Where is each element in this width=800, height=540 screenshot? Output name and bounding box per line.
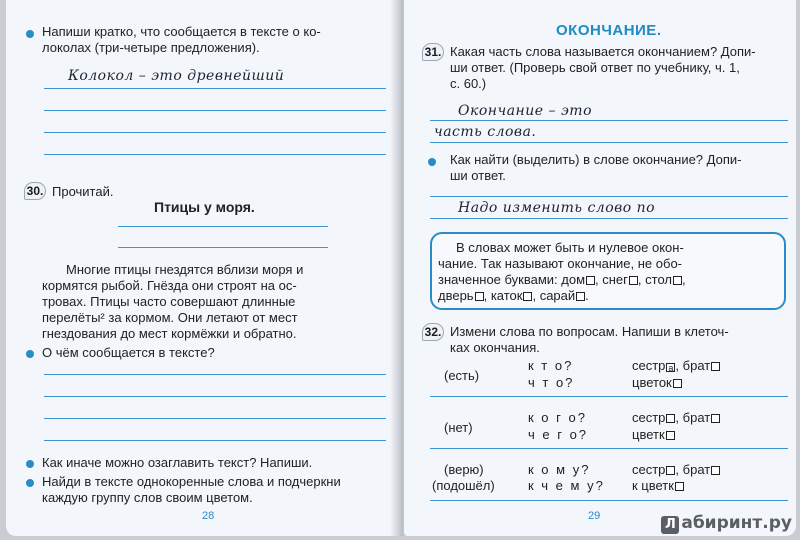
q4-line2: каждую группу слов своим цветом. [42,490,253,505]
exercise-31-number: 31. [422,43,444,61]
row-word: сестр а , брат [632,358,720,374]
answer-line [430,396,788,397]
bullet-icon [26,350,34,358]
handwritten-answer: Окончание – это [458,103,593,119]
info-line: значенное буквами: дом , снег , стол , [438,272,686,287]
ex32-line1: Измени слова по вопросам. Напиши в клеточ- [450,324,729,339]
row-word: к цветк [632,478,684,494]
story-line: тровах. Птицы часто совершают длинные [42,294,296,309]
info-line: дверь , каток , сарай . [438,288,589,303]
bullet-icon [26,460,34,468]
q4-line1: Найди в тексте однокоренные слова и подчеркни [42,474,341,489]
answer-line [44,132,386,133]
row-verb: (нет) [444,420,473,435]
row-question: к т о? [528,358,574,373]
story-line: гнездования до мест кормёжки и обратно. [42,326,297,341]
story-title: Птицы у моря. [154,199,255,215]
answer-line [430,120,788,121]
left-page [6,0,396,536]
bullet-icon [26,30,34,38]
textbook-spread [6,0,796,536]
section-heading: ОКОНЧАНИЕ. [556,22,662,39]
q2-text: О чём сообщается в тексте? [42,345,215,360]
row-word: цветк [632,427,675,443]
ex31-line1: Какая часть слова называется окончанием? Допи- [450,44,756,59]
answer-line [44,110,386,111]
bullet-icon [26,479,34,487]
ex32-line2: ках окончания. [450,340,540,355]
q2-line2: ши ответ. [450,168,506,183]
row-verb: (верю) [444,462,484,477]
info-box [430,232,786,310]
story-line: кормятся рыбой. Гнёзда они строят на ос- [42,278,297,293]
row-question: к ч е м у? [528,478,605,493]
answer-line [44,396,386,397]
ex31-line2: ши ответ. (Проверь свой ответ по учебнику, ч. 1, [450,60,740,75]
answer-line [44,88,386,89]
answer-line [44,418,386,419]
q1-line2: локолах (три-четыре предложения). [42,40,260,55]
answer-line [430,196,788,197]
row-word: сестр , брат [632,462,720,478]
answer-line [430,448,788,449]
ex30-instruction: Прочитай. [52,184,114,199]
story-line: перелёты² за кормом. Они летают от мест [42,310,298,325]
answer-line [430,500,788,501]
story-line: Многие птицы гнездятся вблизи моря и [66,262,304,277]
q2-line1: Как найти (выделить) в слове окончание? Допи- [450,152,742,167]
row-question: ч е г о? [528,427,589,442]
exercise-30-number: 30. [24,182,46,200]
handwritten-answer: Колокол – это древнейший [68,68,285,84]
right-page [404,0,796,536]
row-word: сестр , брат [632,410,720,426]
bullet-icon [428,158,436,166]
title-line [118,247,328,248]
row-verb: (есть) [444,368,480,383]
info-line: В словах может быть и нулевое окон- [456,240,684,255]
row-verb: (подошёл) [432,478,495,493]
info-line: чание. Так называют окончание, не обо- [438,256,682,271]
row-question: к о м у? [528,462,591,477]
row-question: к о г о? [528,410,587,425]
watermark-logo: Л абиринт.ру [661,513,792,534]
q1-line1: Напиши кратко, что сообщается в тексте о ко- [42,24,321,39]
page-number: 28 [202,510,215,522]
answer-line [44,440,386,441]
row-word: цветок [632,375,682,391]
row-question: ч т о? [528,375,575,390]
page-number: 29 [588,510,601,522]
answer-line [430,142,788,143]
title-line [118,226,328,227]
exercise-32-number: 32. [422,323,444,341]
answer-line [44,154,386,155]
answer-line [430,218,788,219]
ex31-line3: с. 60.) [450,76,487,91]
handwritten-answer: часть слова. [434,124,537,140]
handwritten-answer: Надо изменить слово по [458,200,656,216]
answer-line [44,374,386,375]
q3-text: Как иначе можно озаглавить текст? Напиши. [42,455,313,470]
